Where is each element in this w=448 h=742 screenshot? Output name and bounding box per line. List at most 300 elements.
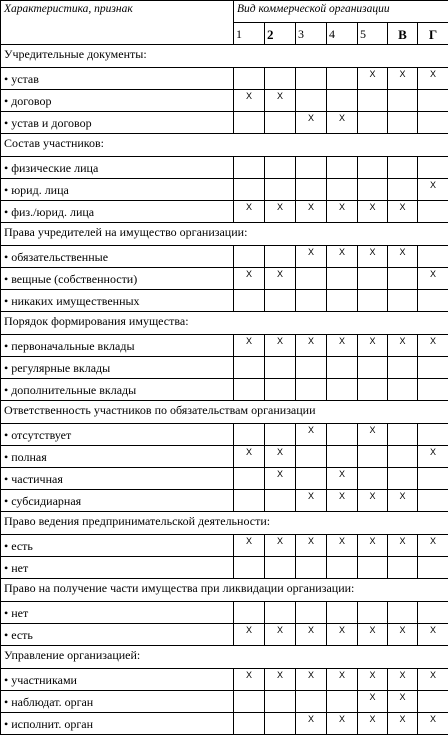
table-row: [1, 179, 448, 201]
mark-cell: [388, 602, 418, 624]
mark-cell: [296, 357, 327, 379]
check-mark: X: [245, 336, 252, 346]
column-number: 1: [234, 23, 265, 45]
check-mark: X: [276, 91, 283, 101]
table-row: [1, 335, 448, 357]
check-mark: X: [369, 625, 376, 635]
table-row: [1, 112, 448, 134]
check-mark: X: [369, 670, 376, 680]
table-row: [1, 68, 448, 90]
section-title: Право на получение части имущества при ликвидации организации:: [1, 579, 448, 602]
row-label: • первоначальные вклады: [1, 335, 234, 357]
mark-cell: [296, 602, 327, 624]
section-header-row: [1, 223, 448, 246]
mark-cell: [358, 713, 388, 735]
mark-cell: [358, 490, 388, 512]
mark-cell: [358, 357, 388, 379]
check-mark: X: [369, 247, 376, 257]
mark-cell: [234, 379, 265, 401]
check-mark: X: [369, 202, 376, 212]
mark-cell: [296, 669, 327, 691]
check-mark: X: [245, 536, 252, 546]
row-label: • исполнит. орган: [1, 713, 234, 735]
mark-cell: [358, 179, 388, 201]
mark-cell: [358, 90, 388, 112]
mark-cell: [388, 669, 418, 691]
table-row: [1, 424, 448, 446]
mark-cell: [327, 90, 358, 112]
mark-cell: [327, 179, 358, 201]
mark-cell: [388, 290, 418, 312]
check-mark: X: [338, 336, 345, 346]
mark-cell: [418, 246, 448, 268]
row-label: • устав и договор: [1, 112, 234, 134]
check-mark: X: [276, 536, 283, 546]
mark-cell: [358, 424, 388, 446]
mark-cell: [388, 112, 418, 134]
check-mark: X: [399, 714, 406, 724]
mark-cell: [418, 268, 448, 290]
column-number: 5: [358, 23, 388, 45]
mark-cell: [327, 557, 358, 579]
check-mark: X: [245, 202, 252, 212]
section-header-row: [1, 134, 448, 157]
mark-cell: [358, 602, 388, 624]
mark-cell: [265, 335, 296, 357]
mark-cell: [296, 424, 327, 446]
check-mark: X: [276, 269, 283, 279]
mark-cell: [418, 335, 448, 357]
mark-cell: [418, 357, 448, 379]
mark-cell: [296, 624, 327, 646]
mark-cell: [418, 669, 448, 691]
check-mark: X: [399, 202, 406, 212]
mark-cell: [358, 157, 388, 179]
check-mark: X: [399, 536, 406, 546]
check-mark: X: [430, 269, 437, 279]
table-row: [1, 268, 448, 290]
section-header-row: [1, 512, 448, 535]
mark-cell: [234, 90, 265, 112]
mark-cell: [265, 557, 296, 579]
mark-cell: [265, 713, 296, 735]
check-mark: X: [245, 670, 252, 680]
check-mark: X: [369, 425, 376, 435]
mark-cell: [234, 468, 265, 490]
check-mark: X: [369, 714, 376, 724]
mark-cell: [358, 624, 388, 646]
mark-cell: [234, 424, 265, 446]
mark-cell: [265, 535, 296, 557]
mark-cell: [234, 335, 265, 357]
table-row: [1, 468, 448, 490]
mark-cell: [388, 201, 418, 223]
row-label: • вещные (собственности): [1, 268, 234, 290]
mark-cell: [388, 424, 418, 446]
check-mark: X: [430, 536, 437, 546]
mark-cell: [234, 179, 265, 201]
table-body: [1, 1, 448, 735]
row-label: • обязательственные: [1, 246, 234, 268]
table-row: [1, 535, 448, 557]
row-label: • участниками: [1, 669, 234, 691]
check-mark: X: [307, 625, 314, 635]
mark-cell: [327, 112, 358, 134]
mark-cell: [388, 157, 418, 179]
check-mark: X: [338, 247, 345, 257]
check-mark: X: [276, 336, 283, 346]
mark-cell: [418, 90, 448, 112]
check-mark: X: [276, 625, 283, 635]
mark-cell: [265, 446, 296, 468]
mark-cell: [358, 201, 388, 223]
mark-cell: [234, 357, 265, 379]
column-number: 4: [327, 23, 358, 45]
mark-cell: [296, 691, 327, 713]
row-label: • субсидиарная: [1, 490, 234, 512]
mark-cell: [234, 446, 265, 468]
mark-cell: [388, 468, 418, 490]
mark-cell: [358, 468, 388, 490]
table-row: [1, 157, 448, 179]
mark-cell: [234, 290, 265, 312]
check-mark: X: [399, 670, 406, 680]
mark-cell: [265, 379, 296, 401]
mark-cell: [418, 379, 448, 401]
mark-cell: [388, 535, 418, 557]
mark-cell: [388, 446, 418, 468]
mark-cell: [296, 490, 327, 512]
mark-cell: [265, 691, 296, 713]
mark-cell: [265, 290, 296, 312]
row-label: • договор: [1, 90, 234, 112]
check-mark: X: [307, 202, 314, 212]
table-row: [1, 691, 448, 713]
table-row: [1, 557, 448, 579]
row-label: • никаких имущественных: [1, 290, 234, 312]
check-mark: X: [245, 91, 252, 101]
table-row: [1, 290, 448, 312]
mark-cell: [388, 246, 418, 268]
row-label: • регулярные вклады: [1, 357, 234, 379]
mark-cell: [358, 669, 388, 691]
mark-cell: [265, 90, 296, 112]
mark-cell: [296, 268, 327, 290]
check-mark: X: [245, 269, 252, 279]
row-label: • отсутствует: [1, 424, 234, 446]
row-label: • физ./юрид. лица: [1, 201, 234, 223]
mark-cell: [234, 669, 265, 691]
check-mark: X: [307, 113, 314, 123]
mark-cell: [265, 357, 296, 379]
mark-cell: [265, 68, 296, 90]
row-label: • физические лица: [1, 157, 234, 179]
mark-cell: [265, 201, 296, 223]
mark-cell: [358, 691, 388, 713]
mark-cell: [327, 157, 358, 179]
column-number: Г: [418, 23, 448, 45]
section-title: Право ведения предпринимательской деятельности:: [1, 512, 448, 535]
mark-cell: [296, 179, 327, 201]
mark-cell: [234, 691, 265, 713]
check-mark: X: [307, 714, 314, 724]
mark-cell: [265, 468, 296, 490]
mark-cell: [327, 602, 358, 624]
mark-cell: [388, 624, 418, 646]
mark-cell: [358, 446, 388, 468]
check-mark: X: [430, 447, 437, 457]
mark-cell: [327, 246, 358, 268]
check-mark: X: [245, 447, 252, 457]
mark-cell: [296, 90, 327, 112]
table-row: [1, 246, 448, 268]
mark-cell: [327, 490, 358, 512]
check-mark: X: [307, 491, 314, 501]
mark-cell: [265, 602, 296, 624]
column-number: 2: [265, 23, 296, 45]
row-label: • наблюдат. орган: [1, 691, 234, 713]
mark-cell: [296, 201, 327, 223]
check-mark: X: [338, 202, 345, 212]
mark-cell: [418, 624, 448, 646]
mark-cell: [358, 379, 388, 401]
mark-cell: [388, 68, 418, 90]
row-label: • частичная: [1, 468, 234, 490]
table-row: [1, 669, 448, 691]
row-label: • устав: [1, 68, 234, 90]
mark-cell: [418, 557, 448, 579]
mark-cell: [388, 490, 418, 512]
mark-cell: [388, 713, 418, 735]
section-title: Права учредителей на имущество организации:: [1, 223, 448, 246]
mark-cell: [265, 669, 296, 691]
mark-cell: [388, 335, 418, 357]
mark-cell: [358, 535, 388, 557]
check-mark: X: [430, 180, 437, 190]
check-mark: X: [307, 670, 314, 680]
check-mark: X: [276, 469, 283, 479]
check-mark: X: [338, 536, 345, 546]
mark-cell: [296, 468, 327, 490]
mark-cell: [388, 179, 418, 201]
mark-cell: [296, 713, 327, 735]
section-header-row: [1, 579, 448, 602]
section-title: Ответственность участников по обязательствам организации: [1, 401, 448, 424]
row-label: • есть: [1, 624, 234, 646]
type-column-header: Вид коммерческой организации: [234, 1, 448, 23]
feature-column-header: Характеристика, признак: [1, 1, 234, 45]
mark-cell: [388, 379, 418, 401]
mark-cell: [296, 379, 327, 401]
mark-cell: [418, 535, 448, 557]
check-mark: X: [369, 336, 376, 346]
row-label: • юрид. лица: [1, 179, 234, 201]
section-title: Учредительные документы:: [1, 45, 448, 68]
section-title: Управление организацией:: [1, 646, 448, 669]
table-row: [1, 446, 448, 468]
section-header-row: [1, 646, 448, 669]
check-mark: X: [430, 336, 437, 346]
mark-cell: [418, 602, 448, 624]
mark-cell: [327, 468, 358, 490]
mark-cell: [265, 179, 296, 201]
check-mark: X: [276, 447, 283, 457]
header-row: [1, 1, 448, 23]
mark-cell: [234, 157, 265, 179]
check-mark: X: [307, 336, 314, 346]
mark-cell: [265, 157, 296, 179]
mark-cell: [388, 90, 418, 112]
mark-cell: [234, 490, 265, 512]
mark-cell: [388, 268, 418, 290]
mark-cell: [418, 713, 448, 735]
check-mark: X: [307, 536, 314, 546]
mark-cell: [327, 669, 358, 691]
table-row: [1, 490, 448, 512]
mark-cell: [418, 468, 448, 490]
mark-cell: [234, 713, 265, 735]
check-mark: X: [338, 491, 345, 501]
row-label: • дополнительные вклады: [1, 379, 234, 401]
mark-cell: [418, 201, 448, 223]
mark-cell: [327, 201, 358, 223]
mark-cell: [265, 246, 296, 268]
row-label: • полная: [1, 446, 234, 468]
mark-cell: [388, 357, 418, 379]
table-row: [1, 90, 448, 112]
column-number: В: [388, 23, 418, 45]
mark-cell: [358, 246, 388, 268]
table-row: [1, 357, 448, 379]
mark-cell: [418, 157, 448, 179]
check-mark: X: [338, 714, 345, 724]
mark-cell: [358, 335, 388, 357]
mark-cell: [327, 535, 358, 557]
mark-cell: [296, 112, 327, 134]
check-mark: X: [399, 692, 406, 702]
table-row: [1, 602, 448, 624]
check-mark: X: [399, 625, 406, 635]
mark-cell: [418, 290, 448, 312]
mark-cell: [418, 446, 448, 468]
column-number: 3: [296, 23, 327, 45]
check-mark: X: [338, 469, 345, 479]
check-mark: X: [430, 69, 437, 79]
section-title: Состав участников:: [1, 134, 448, 157]
mark-cell: [358, 68, 388, 90]
mark-cell: [296, 157, 327, 179]
check-mark: X: [369, 491, 376, 501]
mark-cell: [265, 112, 296, 134]
check-mark: X: [430, 714, 437, 724]
mark-cell: [358, 290, 388, 312]
check-mark: X: [430, 670, 437, 680]
mark-cell: [296, 557, 327, 579]
mark-cell: [327, 691, 358, 713]
table-row: [1, 713, 448, 735]
mark-cell: [265, 490, 296, 512]
check-mark: X: [399, 247, 406, 257]
mark-cell: [327, 290, 358, 312]
check-mark: X: [276, 670, 283, 680]
mark-cell: [296, 290, 327, 312]
check-mark: X: [399, 491, 406, 501]
mark-cell: [418, 490, 448, 512]
mark-cell: [296, 246, 327, 268]
mark-cell: [327, 335, 358, 357]
row-label: • нет: [1, 557, 234, 579]
mark-cell: [388, 557, 418, 579]
check-mark: X: [338, 625, 345, 635]
mark-cell: [358, 268, 388, 290]
mark-cell: [234, 246, 265, 268]
check-mark: X: [307, 425, 314, 435]
mark-cell: [388, 691, 418, 713]
mark-cell: [234, 602, 265, 624]
mark-cell: [358, 112, 388, 134]
section-header-row: [1, 401, 448, 424]
mark-cell: [418, 179, 448, 201]
table-row: [1, 201, 448, 223]
mark-cell: [265, 424, 296, 446]
mark-cell: [265, 624, 296, 646]
mark-cell: [327, 68, 358, 90]
mark-cell: [327, 713, 358, 735]
table-row: [1, 624, 448, 646]
mark-cell: [327, 379, 358, 401]
mark-cell: [327, 624, 358, 646]
check-mark: X: [276, 202, 283, 212]
mark-cell: [358, 557, 388, 579]
row-label: • есть: [1, 535, 234, 557]
mark-cell: [327, 357, 358, 379]
section-title: Порядок формирования имущества:: [1, 312, 448, 335]
mark-cell: [418, 112, 448, 134]
mark-cell: [418, 68, 448, 90]
mark-cell: [234, 557, 265, 579]
mark-cell: [296, 68, 327, 90]
check-mark: X: [430, 625, 437, 635]
mark-cell: [327, 424, 358, 446]
mark-cell: [265, 268, 296, 290]
mark-cell: [296, 446, 327, 468]
check-mark: X: [399, 69, 406, 79]
mark-cell: [296, 335, 327, 357]
row-label: • нет: [1, 602, 234, 624]
check-mark: X: [338, 670, 345, 680]
mark-cell: [234, 112, 265, 134]
check-mark: X: [338, 113, 345, 123]
mark-cell: [418, 691, 448, 713]
check-mark: X: [369, 536, 376, 546]
mark-cell: [296, 535, 327, 557]
mark-cell: [234, 535, 265, 557]
check-mark: X: [245, 625, 252, 635]
check-mark: X: [369, 69, 376, 79]
check-mark: X: [307, 247, 314, 257]
mark-cell: [327, 268, 358, 290]
mark-cell: [234, 268, 265, 290]
mark-cell: [234, 624, 265, 646]
mark-cell: [234, 68, 265, 90]
table-row: [1, 379, 448, 401]
mark-cell: [234, 201, 265, 223]
section-header-row: [1, 312, 448, 335]
section-header-row: [1, 45, 448, 68]
mark-cell: [418, 424, 448, 446]
mark-cell: [327, 446, 358, 468]
check-mark: X: [399, 336, 406, 346]
